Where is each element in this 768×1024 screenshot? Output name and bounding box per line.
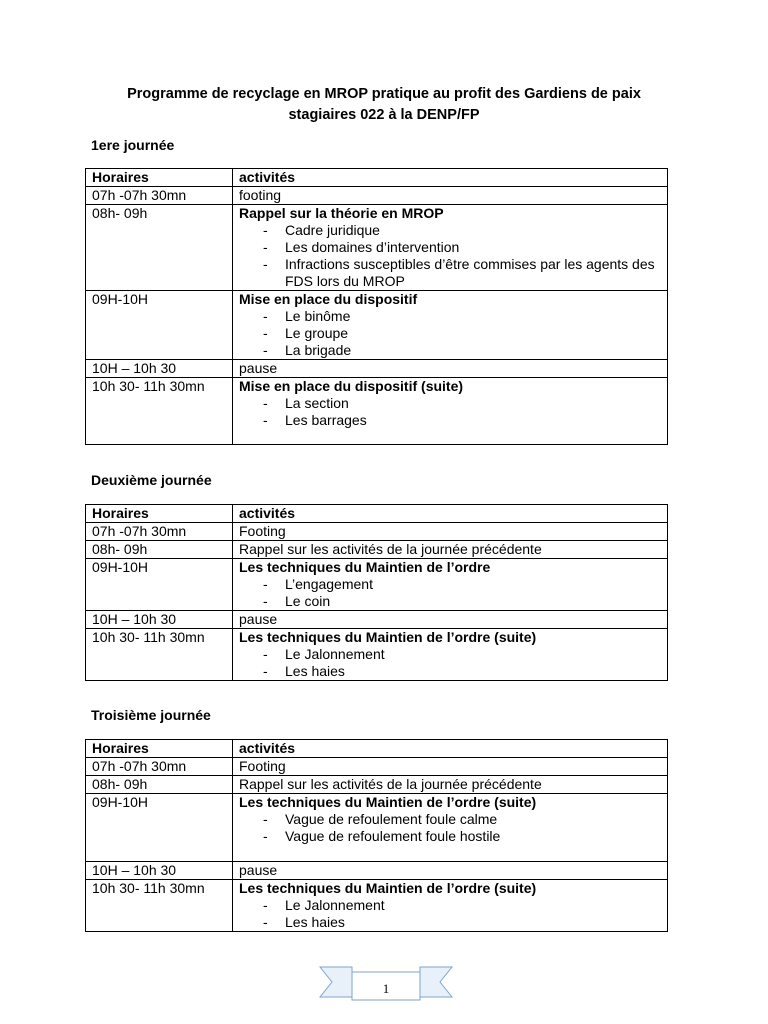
list-item: - Cadre juridique — [239, 222, 667, 239]
activity-cell — [233, 794, 668, 862]
table-row — [86, 541, 668, 559]
activity-sublist — [239, 646, 667, 680]
table-row — [86, 776, 668, 794]
table-header-row — [86, 505, 668, 523]
activity-cell — [233, 378, 668, 445]
day-3-schedule-table — [85, 739, 668, 932]
day-1-schedule-table — [85, 168, 668, 445]
list-item: - La section — [239, 395, 667, 412]
document-title — [0, 84, 768, 126]
day-1-heading: 1ere journée — [91, 137, 175, 153]
table-row — [86, 360, 668, 378]
table-row — [86, 559, 668, 611]
document-title-line-2: stagiaires 022 à la DENP/FP — [288, 107, 480, 123]
day-2-schedule-table — [85, 504, 668, 681]
table-row — [86, 862, 668, 880]
table-row — [86, 291, 668, 360]
activity-title: Mise en place du dispositif (suite) — [239, 378, 464, 394]
time-cell: 10h 30- 11h 30mn — [86, 880, 233, 932]
time-cell: 10H – 10h 30 — [86, 360, 233, 378]
table-header-row — [86, 169, 668, 187]
time-cell: 10H – 10h 30 — [86, 862, 233, 880]
document-title-line-1: Programme de recyclage en MROP pratique au profit des Gardiens de paix — [127, 86, 641, 102]
activity-title: Mise en place du dispositif — [239, 291, 418, 307]
activity-cell — [233, 611, 668, 629]
activity-cell — [233, 291, 668, 360]
activity-title: Rappel sur la théorie en MROP — [239, 205, 444, 221]
table-row — [86, 794, 668, 862]
activity-text: pause — [239, 360, 278, 376]
list-item: - Le Jalonnement — [239, 646, 667, 663]
activity-cell — [233, 187, 668, 205]
table-row — [86, 205, 668, 291]
activity-cell — [233, 758, 668, 776]
table-row — [86, 187, 668, 205]
time-cell: 09H-10H — [86, 291, 233, 360]
list-item: - Les barrages — [239, 412, 667, 429]
list-item: - Les haies — [239, 914, 667, 931]
time-cell: 09H-10H — [86, 794, 233, 862]
time-cell: 08h- 09h — [86, 205, 233, 291]
table-row — [86, 629, 668, 681]
activity-text: footing — [239, 187, 282, 203]
activity-sublist — [239, 811, 667, 845]
list-item: - Le groupe — [239, 325, 667, 342]
header-horaires: Horaires — [86, 169, 233, 187]
activity-title: Les techniques du Maintien de l’ordre (suite) — [239, 794, 537, 810]
day-3-heading: Troisième journée — [91, 707, 211, 723]
time-cell: 10H – 10h 30 — [86, 611, 233, 629]
time-cell: 10h 30- 11h 30mn — [86, 629, 233, 681]
table-row — [86, 378, 668, 445]
header-activites: activités — [233, 169, 668, 187]
header-horaires: Horaires — [86, 740, 233, 758]
activity-sublist — [239, 222, 667, 290]
time-cell: 10h 30- 11h 30mn — [86, 378, 233, 445]
list-item: - Les haies — [239, 663, 667, 680]
list-item: - Le binôme — [239, 308, 667, 325]
list-item: - Vague de refoulement foule calme — [239, 811, 667, 828]
activity-text: Footing — [239, 758, 286, 774]
table-row — [86, 758, 668, 776]
time-cell: 07h -07h 30mn — [86, 523, 233, 541]
time-cell: 07h -07h 30mn — [86, 187, 233, 205]
table-row — [86, 523, 668, 541]
activity-text: Rappel sur les activités de la journée précédente — [239, 541, 542, 557]
activity-text: Footing — [239, 523, 286, 539]
activity-title: Les techniques du Maintien de l’ordre (suite) — [239, 629, 537, 645]
header-activites: activités — [233, 740, 668, 758]
table-header-row — [86, 740, 668, 758]
list-item: - Le coin — [239, 593, 667, 610]
day-2-heading: Deuxième journée — [91, 472, 212, 488]
activity-sublist — [239, 308, 667, 359]
activity-cell — [233, 205, 668, 291]
activity-text: pause — [239, 611, 278, 627]
time-cell: 09H-10H — [86, 559, 233, 611]
table-row — [86, 880, 668, 932]
list-item: - L’engagement — [239, 576, 667, 593]
activity-cell — [233, 523, 668, 541]
activity-cell — [233, 629, 668, 681]
activity-cell — [233, 862, 668, 880]
activity-cell — [233, 559, 668, 611]
page-number-badge — [318, 963, 454, 1003]
activity-cell — [233, 360, 668, 378]
activity-text: pause — [239, 862, 278, 878]
header-horaires: Horaires — [86, 505, 233, 523]
activity-title: Les techniques du Maintien de l’ordre — [239, 559, 491, 575]
activity-cell — [233, 880, 668, 932]
activity-cell — [233, 541, 668, 559]
activity-sublist — [239, 395, 667, 429]
activity-cell — [233, 776, 668, 794]
activity-title: Les techniques du Maintien de l’ordre (suite) — [239, 880, 537, 896]
time-cell: 08h- 09h — [86, 541, 233, 559]
activity-sublist — [239, 576, 667, 610]
list-item: - Le Jalonnement — [239, 897, 667, 914]
activity-text: Rappel sur les activités de la journée précédente — [239, 776, 542, 792]
list-item: - La brigade — [239, 342, 667, 359]
activity-sublist — [239, 897, 667, 931]
header-activites: activités — [233, 505, 668, 523]
time-cell: 07h -07h 30mn — [86, 758, 233, 776]
list-item: - Vague de refoulement foule hostile — [239, 828, 667, 845]
page-number: 1 — [382, 981, 390, 996]
list-item: - Infractions susceptibles d’être commises par les agents des FDS lors du MROP — [239, 256, 667, 290]
table-row — [86, 611, 668, 629]
list-item: - Les domaines d’intervention — [239, 239, 667, 256]
time-cell: 08h- 09h — [86, 776, 233, 794]
